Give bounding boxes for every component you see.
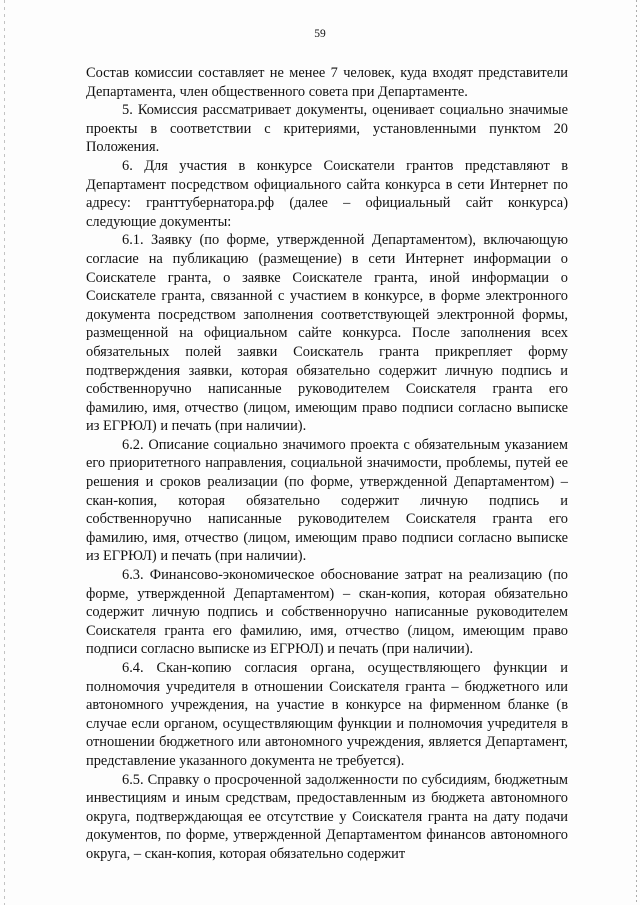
paragraph-commission-composition: Состав комиссии составляет не менее 7 человек, куда входят представители Департамента, член общественного совета при Департаменте. xyxy=(86,65,568,100)
paragraph-item-6-1: 6.1. Заявку (по форме, утвержденной Департаментом), включающую согласие на публикацию (размещение) в сети Интернет информации о Соискателе гранта, о заявке Соискателе гранта, иной информации о Соискателе гранта, связанной с участием в конкурсе, в форме электронного документа посредством заполнения соответствующей электронной формы, размещенной на официальном сайте конкурса. После заполнения всех обязательных полей заявки Соискатель гранта прикрепляет форму подтверждения заявки, которая обязательно содержит личную подпись и собственноручно написанные руководителем Соискателя гранта его фамилию, имя, отчество (лицом, имеющим право подписи согласно выписке из ЕГРЮЛ) и печать (при наличии). xyxy=(86,232,568,435)
document-body xyxy=(86,64,568,864)
paragraph-item-6: 6. Для участия в конкурсе Соискатели грантов представляют в Департамент посредством официального сайта конкурса в сети Интернет по адресу: гранттубернатора.рф (далее – официальный сайт конкурса) следующие документы: xyxy=(86,157,568,230)
paragraph-item-6-3: 6.3. Финансово-экономическое обоснование затрат на реализацию (по форме, утвержденной Департаментом) – скан-копия, которая обязательно содержит личную подпись и собственноручно написанные руководителем Соискателя гранта его фамилию, имя, отчество (лицом, имеющим право подписи согласно выписке из ЕГРЮЛ) и печать (при наличии). xyxy=(86,567,568,658)
paragraph-item-6-4: 6.4. Скан-копию согласия органа, осуществляющего функции и полномочия учредителя в отношении Соискателя гранта – бюджетного или автономного учреждения, на участие в конкурсе на фирменном бланке (в случае если органом, осуществляющим функции и полномочия учредителя в отношении бюджетного или автономного учреждения, является Департамент, представление указанного документа не требуется). xyxy=(86,660,568,769)
paragraph-item-5: 5. Комиссия рассматривает документы, оценивает социально значимые проекты в соответствии с критериями, установленными пунктом 20 Положения. xyxy=(86,102,568,156)
paragraph-item-6-2: 6.2. Описание социально значимого проекта с обязательным указанием его приоритетного направления, социальной значимости, проблемы, путей ее решения и сроков реализации (по форме, утвержденной Департаментом) – скан-копия, которая обязательно содержит личную подпись и собственноручно написанные руководителем Соискателя гранта его фамилию, имя, отчество (лицом, имеющим право подписи согласно выписке из ЕГРЮЛ) и печать (при наличии). xyxy=(86,436,568,565)
scan-edge-left xyxy=(4,0,5,905)
page-number: 59 xyxy=(314,28,326,40)
paragraph-item-6-5: 6.5. Справку о просроченной задолженности по субсидиям, бюджетным инвестициям и иным средствам, предоставленным из бюджета автономного округа, подтверждающая ее отсутствие у Соискателя гранта на дату подачи документов, по форме, утвержденной Департаментом финансов автономного округа, – скан-копия, которая обязательно содержит xyxy=(86,771,568,862)
scan-edge-right xyxy=(636,0,637,905)
